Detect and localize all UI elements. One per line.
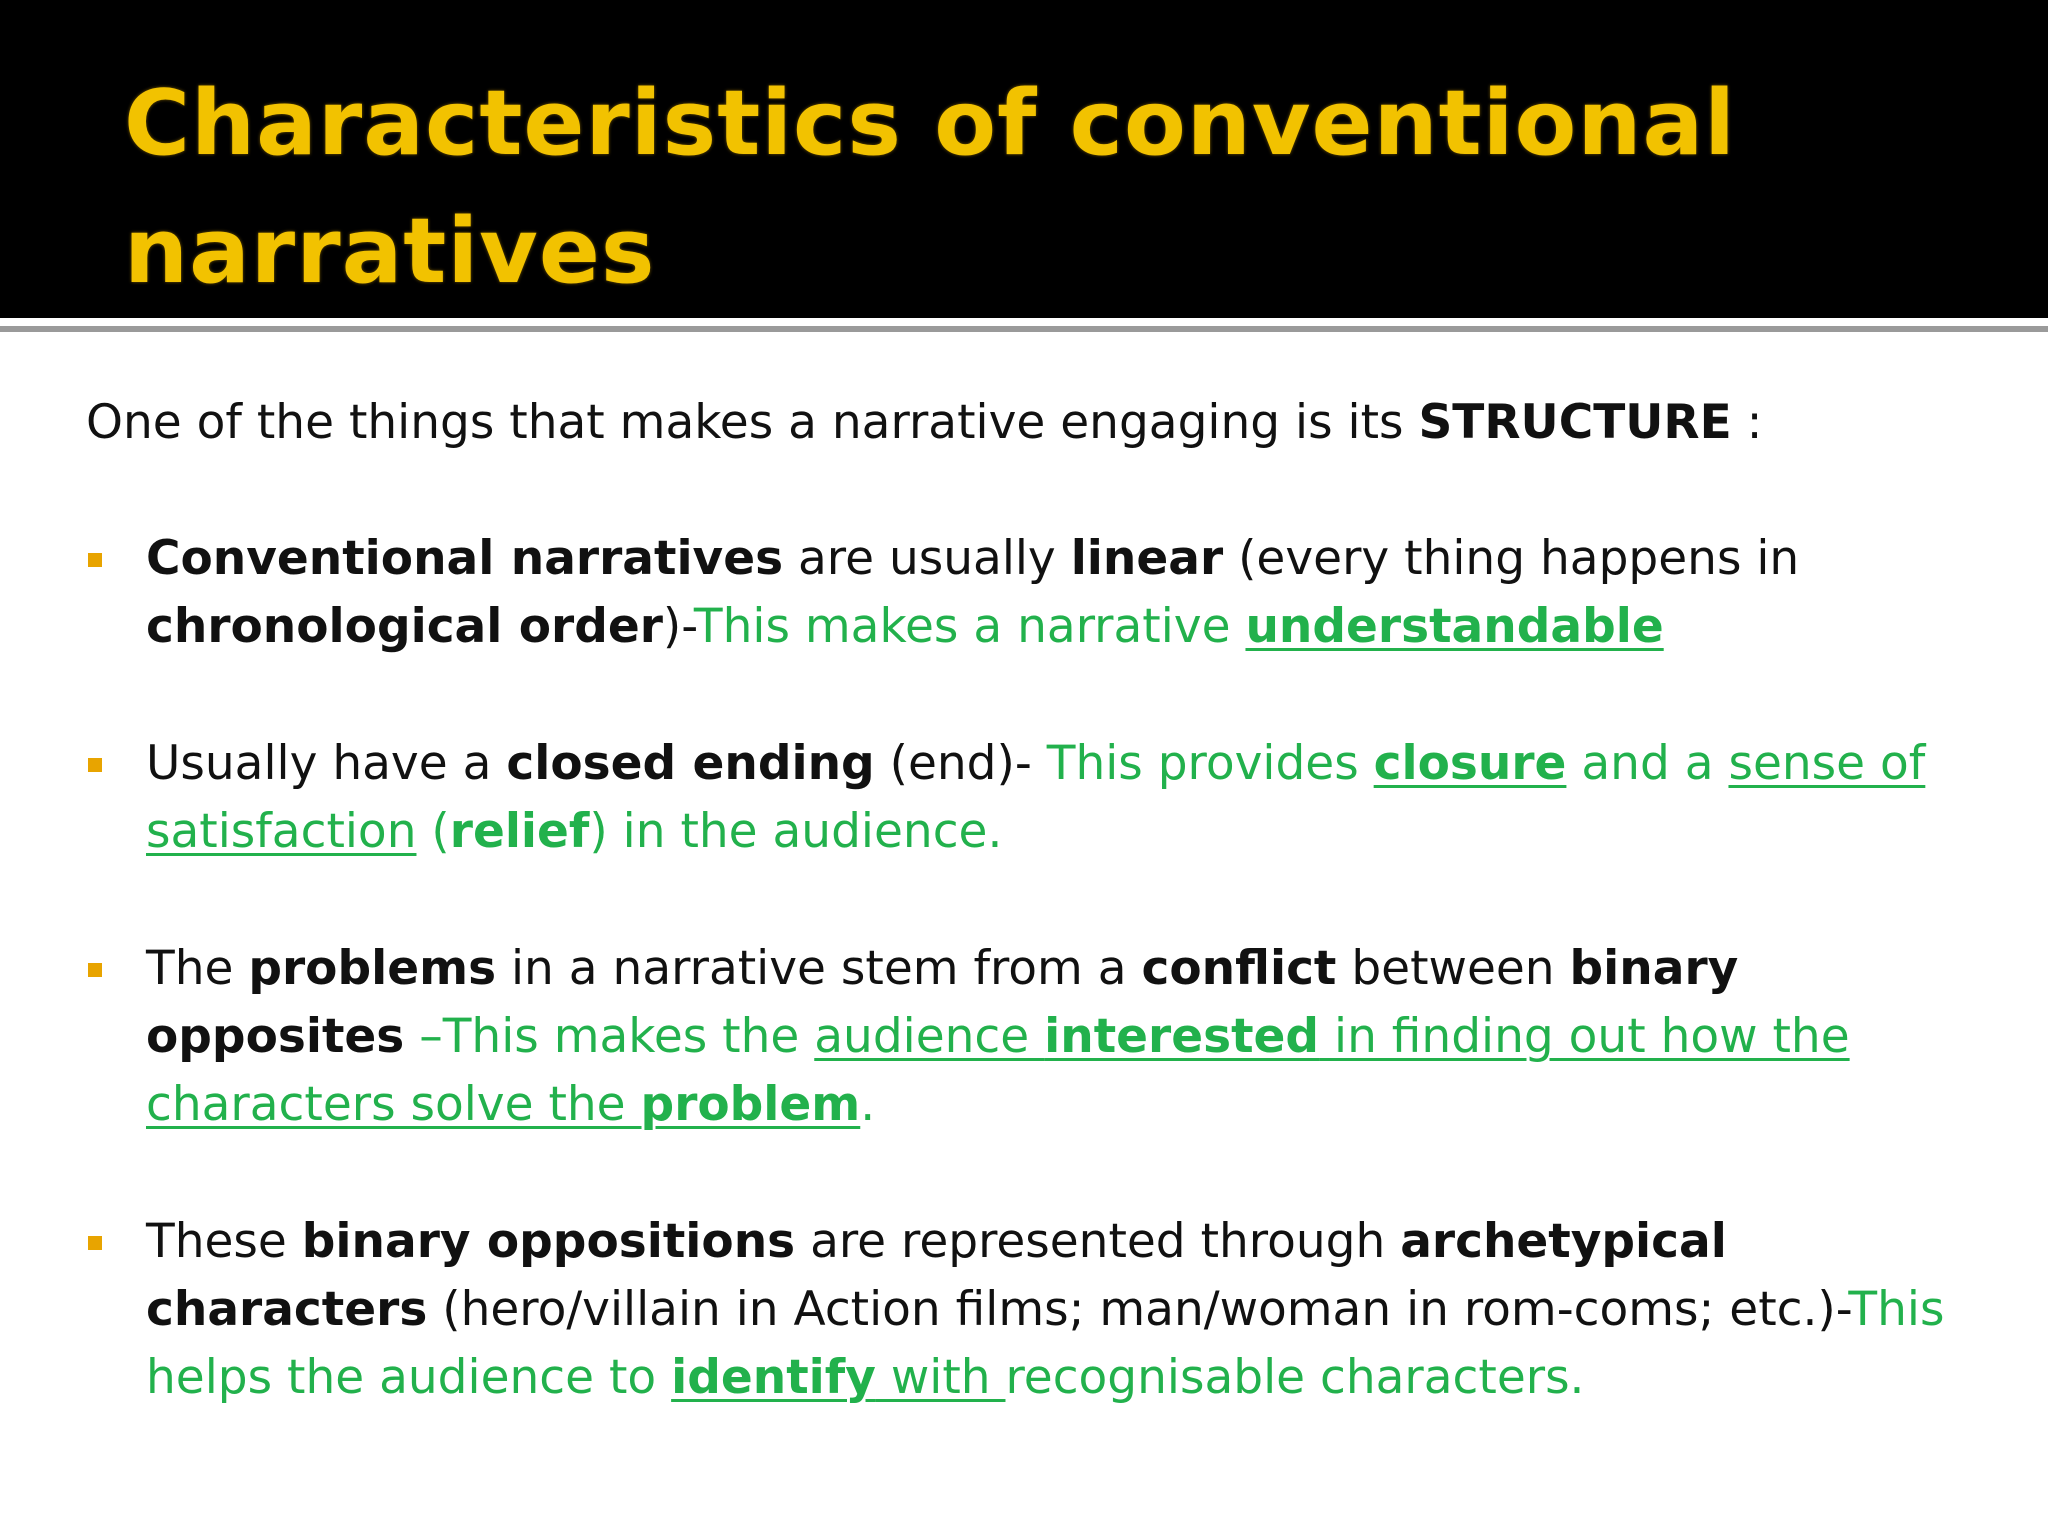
bullet-bold: archetypical characters: [146, 1214, 1727, 1337]
bullet-text: between: [1336, 941, 1570, 996]
bullet-green-bold: relief: [449, 804, 590, 859]
intro-bold: STRUCTURE: [1418, 395, 1732, 450]
slide-title: Characteristics of conventional narratives: [124, 71, 1737, 304]
bullet-text-1: [146, 525, 1946, 661]
bullet-green-text: ) in the audience.: [589, 804, 1003, 859]
bullet-text: (hero/villain in Action films; man/woman in rom-coms; etc.)-: [427, 1282, 1849, 1337]
bullet-text: Usually have a: [146, 736, 507, 791]
bullet-green-bold-underlined: closure: [1373, 736, 1567, 791]
bullet-bold: linear: [1070, 531, 1224, 586]
bullet-green-text: recognisable characters.: [1005, 1350, 1585, 1405]
bullet-text: (every thing happens in: [1223, 531, 1800, 586]
bullet-green-underlined: audience: [814, 1009, 1045, 1064]
bullet-bold: binary oppositions: [301, 1214, 796, 1269]
bullet-bold: chronological order: [146, 599, 663, 654]
intro-text: One of the things that makes a narrative engaging is its: [86, 395, 1419, 450]
bullet-text-2: [146, 730, 1946, 866]
bullet-text-3: [146, 935, 1946, 1139]
bullet-green-bold-underlined: understandable: [1245, 599, 1664, 654]
bullet-green-text: and a: [1566, 736, 1729, 791]
bullet-green-text: This provides: [1046, 736, 1374, 791]
intro-paragraph: [86, 390, 1986, 456]
square-bullet-icon: [88, 553, 102, 567]
bullet-bold: closed ending: [506, 736, 875, 791]
bullet-text: in a narrative stem from a: [496, 941, 1142, 996]
title-divider: [0, 326, 2048, 332]
bullet-bold: conflict: [1141, 941, 1337, 996]
bullet-text: (end)-: [874, 736, 1047, 791]
bullet-green-bold-underlined: interested: [1044, 1009, 1320, 1064]
square-bullet-icon: [88, 963, 102, 977]
bullet-bold: Conventional narratives: [146, 531, 784, 586]
bullet-text: are represented through: [795, 1214, 1401, 1269]
square-bullet-icon: [88, 1236, 102, 1250]
bullet-green-bold-underlined: identify: [671, 1350, 876, 1405]
bullet-green-underlined: in finding out how the characters solve the: [146, 1009, 1850, 1132]
bullet-bold: binary opposites: [146, 941, 1739, 1064]
bullet-bold: problems: [248, 941, 497, 996]
square-bullet-icon: [88, 758, 102, 772]
bullet-green-underlined: with: [875, 1350, 1006, 1405]
bullet-green-text: This helps the audience to: [146, 1282, 1945, 1405]
bullet-green-text: –This makes the: [404, 1009, 815, 1064]
bullet-green-text: This makes a narrative: [693, 599, 1246, 654]
bullet-green-text: .: [860, 1077, 876, 1132]
bullet-green-bold-underlined: problem: [640, 1077, 861, 1132]
bullet-text: The: [146, 941, 249, 996]
bullet-text: These: [146, 1214, 302, 1269]
bullet-green-underlined: sense of satisfaction: [146, 736, 1926, 859]
bullet-text: are usually: [783, 531, 1071, 586]
bullet-text: )-: [662, 599, 694, 654]
bullet-green-text: (: [416, 804, 450, 859]
intro-text-end: :: [1731, 395, 1763, 450]
bullet-text-4: [146, 1208, 1946, 1412]
